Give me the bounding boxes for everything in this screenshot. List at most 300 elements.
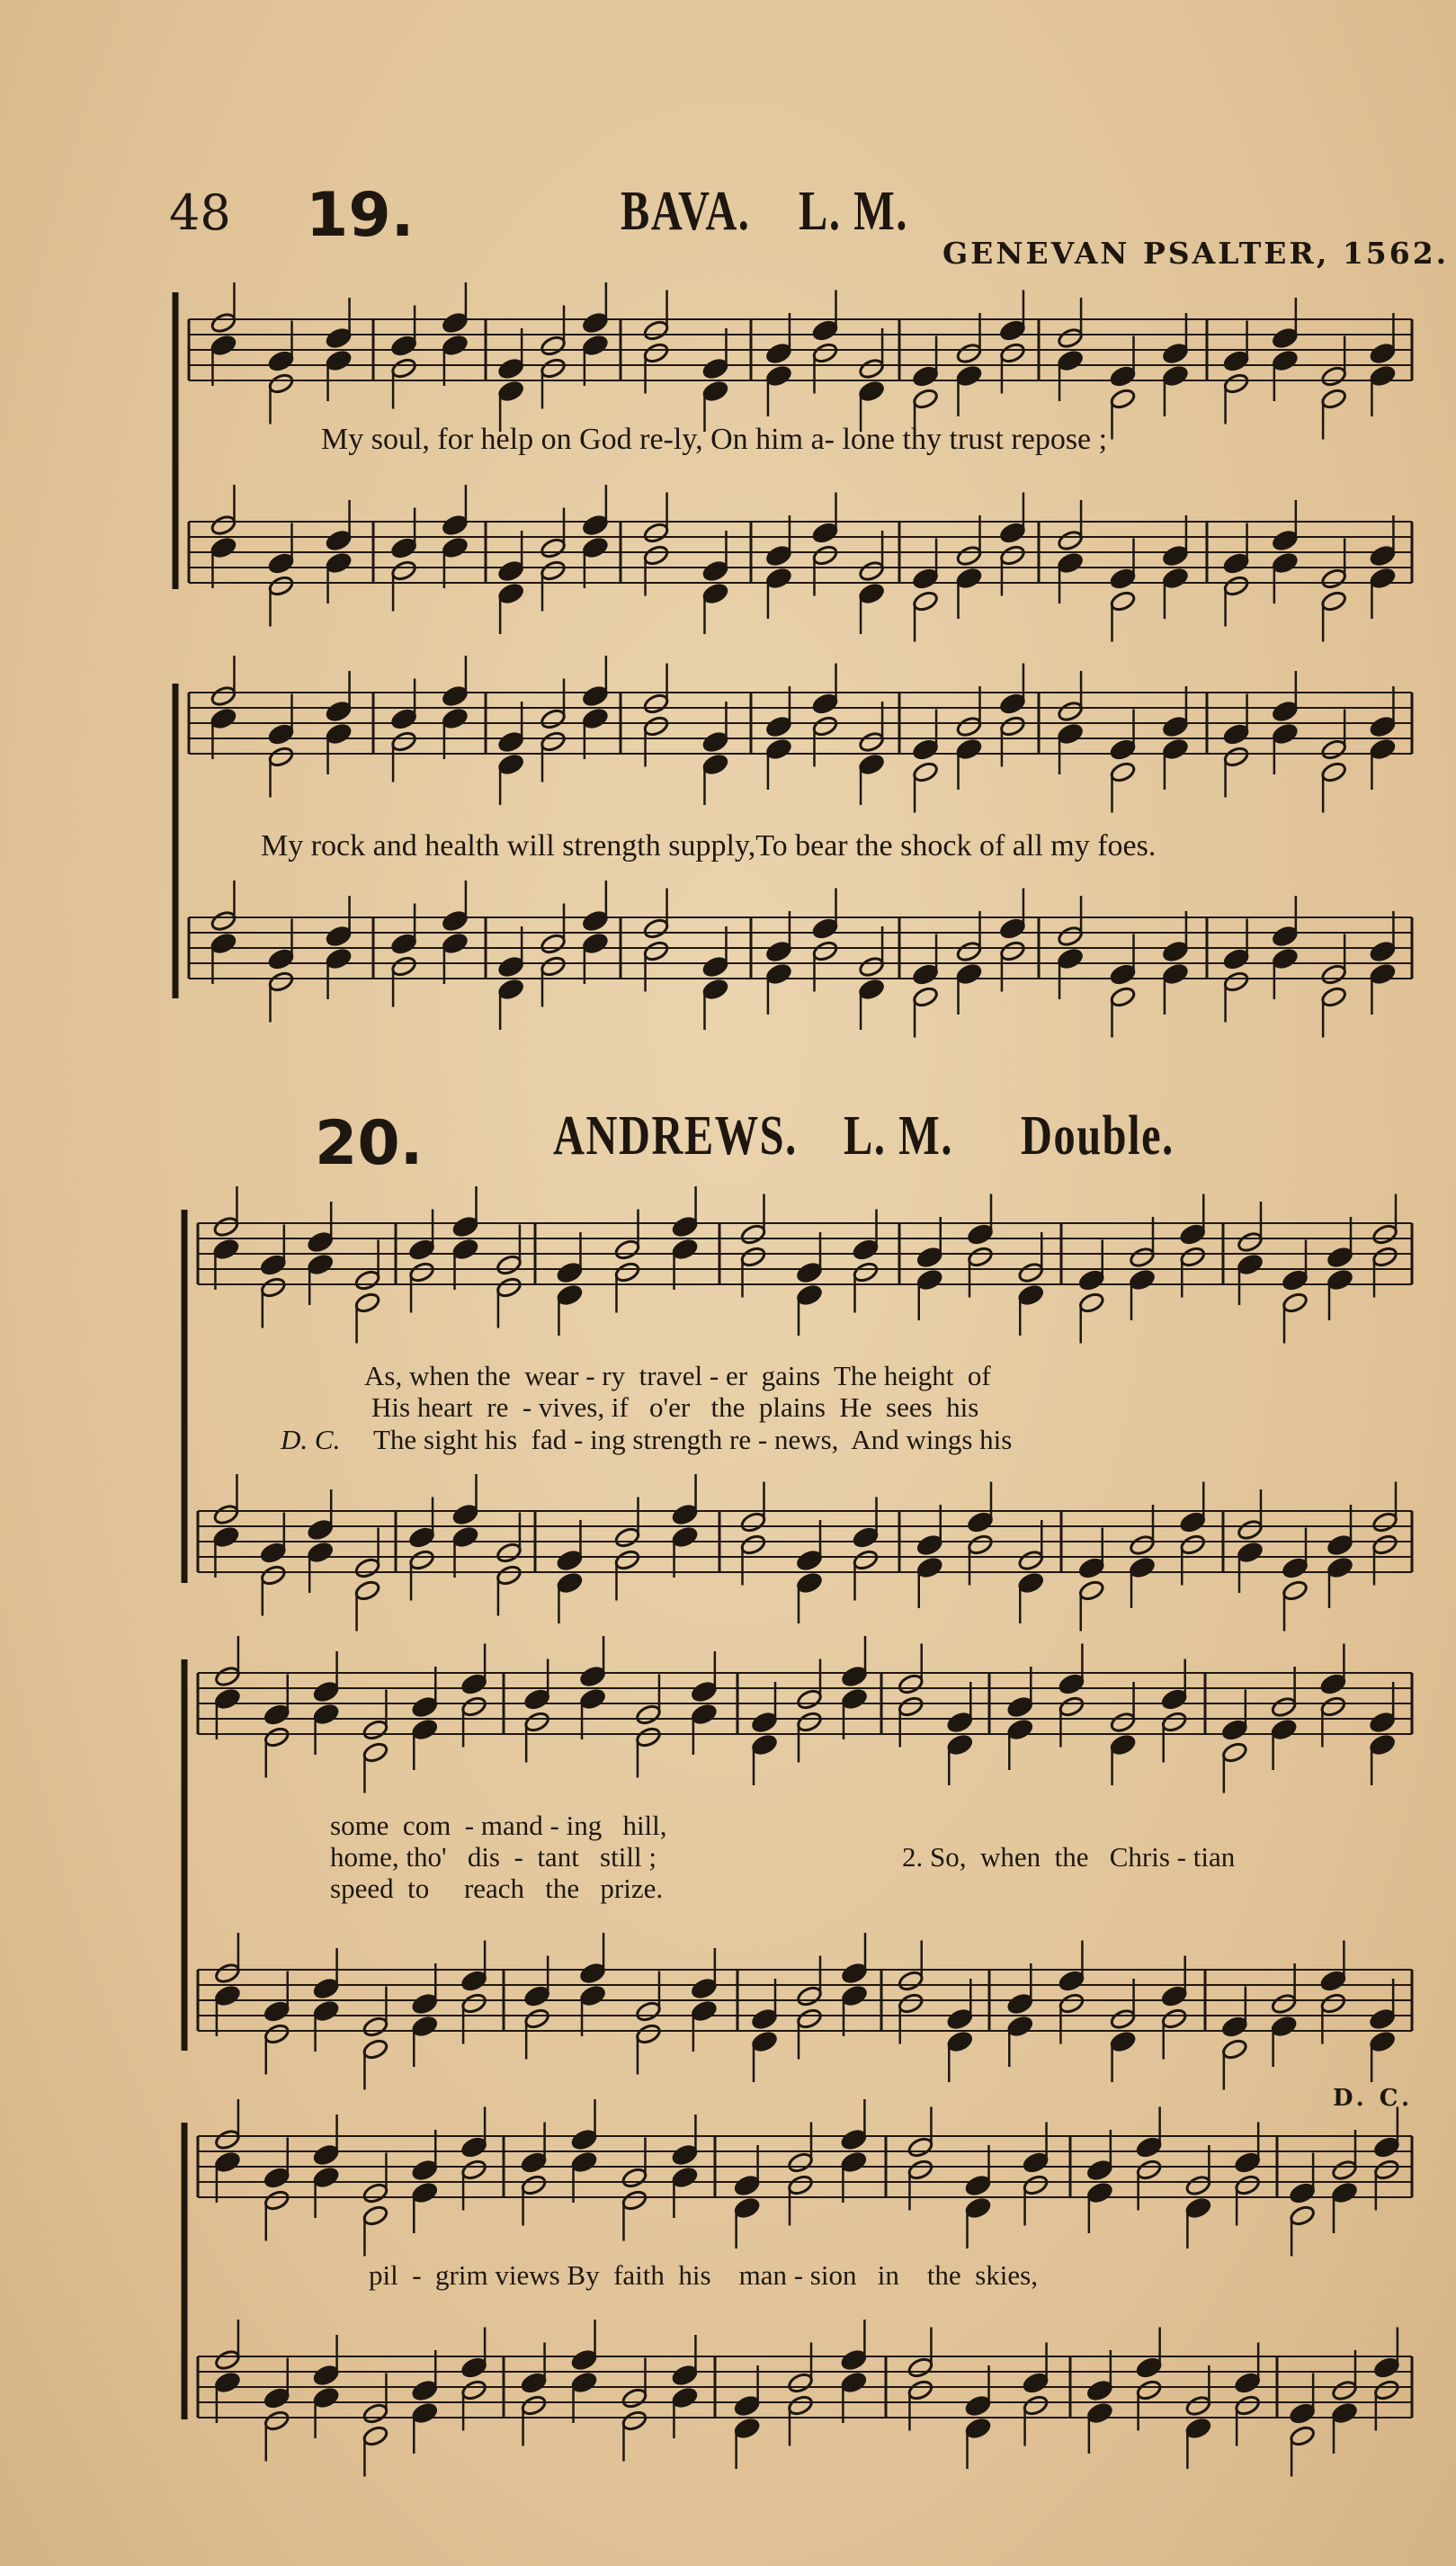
note-head	[1162, 940, 1189, 962]
note-head	[362, 2182, 389, 2204]
note-head	[671, 1215, 698, 1238]
note-head	[1234, 2394, 1261, 2417]
note-head	[451, 1503, 478, 1525]
note-head	[852, 1549, 879, 1571]
note-head	[701, 730, 728, 753]
note-head	[579, 1962, 606, 1984]
note-head	[556, 1261, 583, 1283]
note-head	[442, 909, 469, 932]
note-head	[1270, 1718, 1297, 1740]
note-head	[1237, 1541, 1264, 1563]
note-head	[1326, 1246, 1353, 1268]
note-head	[214, 2150, 241, 2173]
note-head	[1221, 1741, 1248, 1764]
note-head	[613, 1549, 640, 1571]
note-head	[1319, 1695, 1346, 1718]
hymn-meter: L. M.	[844, 1105, 953, 1167]
note-head	[1282, 1292, 1309, 1314]
note-head	[1109, 2030, 1136, 2052]
note-head	[1058, 1695, 1085, 1718]
note-head	[523, 1711, 550, 1733]
note-head	[1320, 365, 1347, 388]
note-head	[1331, 2181, 1358, 2204]
note-head	[210, 707, 237, 729]
note-head	[307, 1518, 334, 1541]
note-head	[260, 1254, 287, 1276]
note-head	[214, 1984, 241, 2007]
note-head	[1222, 948, 1249, 970]
note-head	[1234, 2151, 1261, 2174]
note-head	[210, 684, 237, 707]
note-head	[210, 909, 237, 932]
note-head	[1237, 1230, 1264, 1253]
note-head	[1326, 1268, 1353, 1291]
note-head	[635, 1703, 662, 1726]
note-head	[1057, 551, 1084, 574]
note-head	[210, 514, 237, 536]
hymn-number: 19.	[306, 180, 415, 251]
note-head	[214, 2348, 241, 2371]
note-head	[264, 1726, 290, 1748]
note-head	[451, 1215, 478, 1238]
note-head	[751, 1711, 778, 1733]
dc-marker: D. C.	[1333, 2085, 1414, 2112]
note-head	[858, 380, 885, 402]
note-head	[1289, 2182, 1316, 2204]
lyric-line: pil - grim views By faith his man - sion in the skies,	[369, 2259, 1038, 2291]
note-head	[460, 1673, 487, 1695]
note-head	[642, 693, 669, 715]
note-head	[858, 955, 885, 978]
note-head	[1371, 1533, 1398, 1556]
note-head	[701, 582, 728, 604]
note-head	[967, 1223, 994, 1246]
note-head	[408, 1526, 435, 1549]
note-head	[907, 2356, 933, 2379]
note-head	[621, 2410, 648, 2432]
note-head	[1086, 2401, 1113, 2424]
note-head	[264, 2000, 290, 2023]
note-head	[1326, 1533, 1353, 1556]
note-head	[999, 319, 1026, 342]
note-head	[701, 559, 728, 582]
note-head	[1369, 567, 1396, 589]
note-head	[858, 559, 885, 582]
note-head	[840, 2128, 867, 2150]
note-head	[496, 1276, 523, 1299]
note-head	[1222, 746, 1249, 768]
note-head	[955, 342, 982, 364]
note-head	[1179, 1223, 1206, 1246]
note-head	[1022, 2372, 1049, 2394]
note-head	[1109, 1733, 1136, 1756]
note-head	[999, 693, 1026, 715]
note-head	[353, 1269, 380, 1292]
note-head	[411, 1718, 438, 1740]
note-head	[582, 932, 609, 954]
note-head	[325, 326, 352, 349]
note-head	[796, 1571, 823, 1594]
note-head	[796, 1261, 823, 1283]
note-head	[353, 1557, 380, 1579]
note-head	[1221, 2038, 1248, 2061]
note-head	[898, 1970, 925, 1992]
note-head	[1371, 1511, 1398, 1533]
note-head	[523, 1985, 550, 2007]
note-head	[967, 1533, 994, 1556]
note-head	[362, 1741, 389, 1764]
note-head	[1221, 2016, 1248, 2038]
note-head	[540, 537, 567, 559]
note-head	[390, 708, 417, 730]
note-head	[451, 1238, 478, 1260]
note-head	[912, 761, 939, 783]
note-head	[582, 334, 609, 356]
note-head	[1109, 2007, 1136, 2030]
note-head	[1272, 529, 1299, 551]
lyric-line: speed to reach the prize.	[330, 1873, 664, 1904]
note-head	[570, 2128, 597, 2150]
note-head	[1331, 2159, 1358, 2181]
note-head	[967, 1511, 994, 1533]
note-head	[442, 311, 469, 334]
note-head	[691, 1703, 718, 1725]
note-head	[390, 357, 417, 380]
note-head	[621, 2167, 648, 2189]
note-head	[1282, 1269, 1309, 1292]
note-head	[325, 722, 352, 745]
note-head	[955, 715, 982, 738]
note-head	[264, 2167, 290, 2189]
note-head	[267, 746, 294, 768]
note-head	[642, 342, 669, 364]
note-head	[1078, 1292, 1105, 1314]
lyric-line: My rock and health will strength supply,To bear the shock of all my foes.	[261, 829, 1157, 863]
note-head	[858, 730, 885, 753]
note-head	[325, 349, 352, 371]
note-head	[691, 1680, 718, 1703]
note-head	[520, 2151, 547, 2174]
note-head	[964, 2174, 991, 2196]
note-head	[312, 1977, 339, 1999]
note-head	[214, 1687, 241, 1710]
note-head	[325, 925, 352, 947]
note-head	[955, 567, 982, 589]
note-head	[460, 1992, 487, 2015]
note-head	[1162, 364, 1189, 387]
note-head	[325, 529, 352, 551]
lyric-line: My soul, for help on God re-ly, On him a- lone thy trust repose ;	[321, 423, 1108, 456]
note-head	[267, 372, 294, 395]
note-head	[523, 1688, 550, 1711]
note-head	[858, 582, 885, 604]
note-head	[916, 1533, 943, 1556]
note-head	[701, 955, 728, 978]
note-head	[840, 2371, 867, 2393]
note-head	[1058, 1673, 1085, 1695]
note-head	[1319, 1673, 1346, 1695]
note-head	[642, 715, 669, 738]
note-head	[1135, 2379, 1162, 2401]
note-head	[582, 311, 609, 334]
note-head	[1282, 1557, 1309, 1579]
note-head	[907, 2136, 933, 2159]
note-head	[733, 2174, 760, 2196]
note-head	[1006, 1992, 1033, 2015]
composer-credit: GENEVAN PSALTER, 1562.	[942, 236, 1450, 271]
note-head	[1129, 1533, 1156, 1556]
note-head	[1184, 2196, 1211, 2219]
note-head	[1057, 700, 1084, 722]
note-head	[497, 357, 524, 380]
note-head	[267, 970, 294, 993]
note-head	[739, 1246, 766, 1268]
note-head	[1289, 2402, 1316, 2425]
note-head	[765, 738, 792, 760]
note-head	[523, 2007, 550, 2030]
note-head	[1109, 365, 1136, 388]
note-head	[1369, 364, 1396, 387]
note-head	[671, 1503, 698, 1525]
note-head	[1320, 761, 1347, 783]
note-head	[1086, 2181, 1113, 2204]
note-head	[312, 2386, 339, 2409]
note-head	[1078, 1579, 1105, 1602]
note-head	[1162, 567, 1189, 589]
note-head	[212, 1215, 239, 1238]
note-head	[671, 2364, 698, 2386]
note-head	[1320, 568, 1347, 590]
note-head	[671, 1525, 698, 1548]
note-head	[964, 2417, 991, 2439]
note-head	[579, 1665, 606, 1687]
note-head	[1161, 1688, 1188, 1711]
note-head	[582, 684, 609, 707]
note-head	[635, 1726, 662, 1748]
note-head	[999, 940, 1026, 962]
note-head	[1109, 1711, 1136, 1733]
note-head	[811, 342, 838, 364]
note-head	[214, 1665, 241, 1687]
note-head	[212, 1238, 239, 1260]
note-head	[765, 544, 792, 567]
note-head	[497, 559, 524, 582]
note-head	[411, 2159, 438, 2181]
note-head	[1162, 738, 1189, 760]
note-head	[671, 2386, 698, 2409]
note-head	[621, 2189, 648, 2212]
note-head	[912, 738, 939, 761]
note-head	[260, 1564, 287, 1587]
note-head	[701, 380, 728, 402]
note-head	[1109, 738, 1136, 761]
note-head	[1058, 1992, 1085, 2015]
note-head	[411, 1992, 438, 2015]
note-head	[312, 2364, 339, 2386]
note-head	[210, 334, 237, 356]
note-head	[1184, 2417, 1211, 2439]
note-head	[858, 357, 885, 380]
note-head	[264, 2023, 290, 2045]
note-head	[1282, 1579, 1309, 1602]
note-head	[840, 2348, 867, 2371]
note-head	[520, 2394, 547, 2417]
note-head	[1371, 1223, 1398, 1246]
note-head	[701, 978, 728, 1000]
note-head	[796, 1985, 823, 2007]
note-head	[691, 1999, 718, 2022]
note-head	[312, 1999, 339, 2022]
note-head	[796, 1711, 823, 1733]
note-head	[1179, 1511, 1206, 1533]
note-head	[946, 2007, 973, 2030]
note-head	[267, 575, 294, 597]
lyric-line: As, when the wear - ry travel - er gains The height of	[364, 1360, 991, 1391]
note-head	[811, 693, 838, 715]
note-head	[1057, 722, 1084, 745]
note-head	[1369, 2030, 1396, 2052]
note-head	[411, 2015, 438, 2037]
note-head	[210, 536, 237, 559]
note-head	[1369, 738, 1396, 760]
note-head	[1289, 2204, 1316, 2227]
note-head	[955, 738, 982, 760]
note-head	[496, 1542, 523, 1564]
note-head	[946, 2030, 973, 2052]
note-head	[264, 2387, 290, 2410]
note-head	[582, 536, 609, 559]
note-head	[390, 730, 417, 753]
note-head	[1057, 349, 1084, 371]
note-head	[1222, 350, 1249, 372]
note-head	[520, 2174, 547, 2196]
note-head	[312, 2166, 339, 2188]
note-head	[811, 940, 838, 962]
note-head	[858, 978, 885, 1000]
note-head	[852, 1261, 879, 1283]
note-head	[312, 1680, 339, 1703]
note-head	[765, 342, 792, 364]
note-head	[312, 1703, 339, 1725]
note-head	[955, 544, 982, 567]
note-head	[1129, 1246, 1156, 1268]
note-head	[1222, 372, 1249, 395]
note-head	[1086, 2379, 1113, 2401]
note-head	[765, 940, 792, 962]
lyric-line: some com - mand - ing hill,	[330, 1810, 667, 1841]
note-head	[642, 522, 669, 544]
note-head	[460, 2356, 487, 2379]
note-head	[1222, 723, 1249, 746]
note-head	[556, 1549, 583, 1571]
note-head	[1272, 349, 1299, 371]
note-head	[955, 940, 982, 962]
note-head	[353, 1292, 380, 1314]
note-head	[1109, 761, 1136, 783]
note-head	[1272, 925, 1299, 947]
note-head	[582, 707, 609, 729]
note-head	[325, 700, 352, 722]
note-head	[967, 1246, 994, 1268]
lyric-line: His heart re - vives, if o'er the plains He sees his	[371, 1391, 979, 1423]
note-head	[411, 1695, 438, 1718]
note-head	[390, 537, 417, 559]
note-head	[999, 544, 1026, 567]
note-head	[1078, 1269, 1105, 1292]
note-head	[907, 2379, 933, 2401]
note-head	[570, 2371, 597, 2393]
note-head	[1057, 947, 1084, 970]
note-head	[1326, 1556, 1353, 1578]
note-head	[264, 2410, 290, 2432]
note-head	[912, 590, 939, 612]
note-head	[1369, 1733, 1396, 1756]
note-head	[733, 2417, 760, 2439]
note-head	[307, 1253, 334, 1275]
note-head	[852, 1238, 879, 1261]
note-head	[497, 955, 524, 978]
note-head	[362, 2016, 389, 2038]
note-head	[451, 1525, 478, 1548]
note-head	[579, 1984, 606, 2007]
note-head	[497, 380, 524, 402]
note-head	[1161, 1711, 1188, 1733]
note-head	[701, 753, 728, 775]
note-head	[787, 2174, 814, 2196]
note-head	[733, 2394, 760, 2417]
note-head	[621, 2387, 648, 2410]
note-head	[267, 350, 294, 372]
note-head	[496, 1254, 523, 1276]
note-head	[390, 335, 417, 357]
note-head	[1161, 2007, 1188, 2030]
note-head	[1017, 1261, 1044, 1283]
note-head	[496, 1564, 523, 1587]
note-head	[579, 1687, 606, 1710]
note-head	[811, 715, 838, 738]
note-head	[796, 1549, 823, 1571]
note-head	[1129, 1268, 1156, 1291]
dc-label: D. C.	[281, 1424, 341, 1455]
note-head	[1270, 2015, 1297, 2037]
note-head	[739, 1511, 766, 1533]
note-head	[1270, 1992, 1297, 2015]
note-head	[642, 940, 669, 962]
note-head	[312, 2143, 339, 2166]
note-head	[613, 1526, 640, 1549]
note-head	[1162, 544, 1189, 567]
note-head	[212, 1503, 239, 1525]
note-head	[408, 1549, 435, 1571]
note-head	[1369, 2007, 1396, 2030]
note-head	[1222, 970, 1249, 993]
note-head	[1184, 2394, 1211, 2417]
note-head	[796, 2007, 823, 2030]
note-head	[999, 715, 1026, 738]
note-head	[307, 1230, 334, 1253]
note-head	[1369, 940, 1396, 962]
note-head	[1222, 575, 1249, 597]
note-head	[1237, 1253, 1264, 1275]
note-head	[362, 2425, 389, 2447]
note-head	[787, 2372, 814, 2394]
note-head	[946, 1733, 973, 1756]
note-head	[442, 536, 469, 559]
note-head	[267, 948, 294, 970]
note-head	[556, 1571, 583, 1594]
note-head	[1162, 715, 1189, 738]
note-head	[1109, 963, 1136, 986]
